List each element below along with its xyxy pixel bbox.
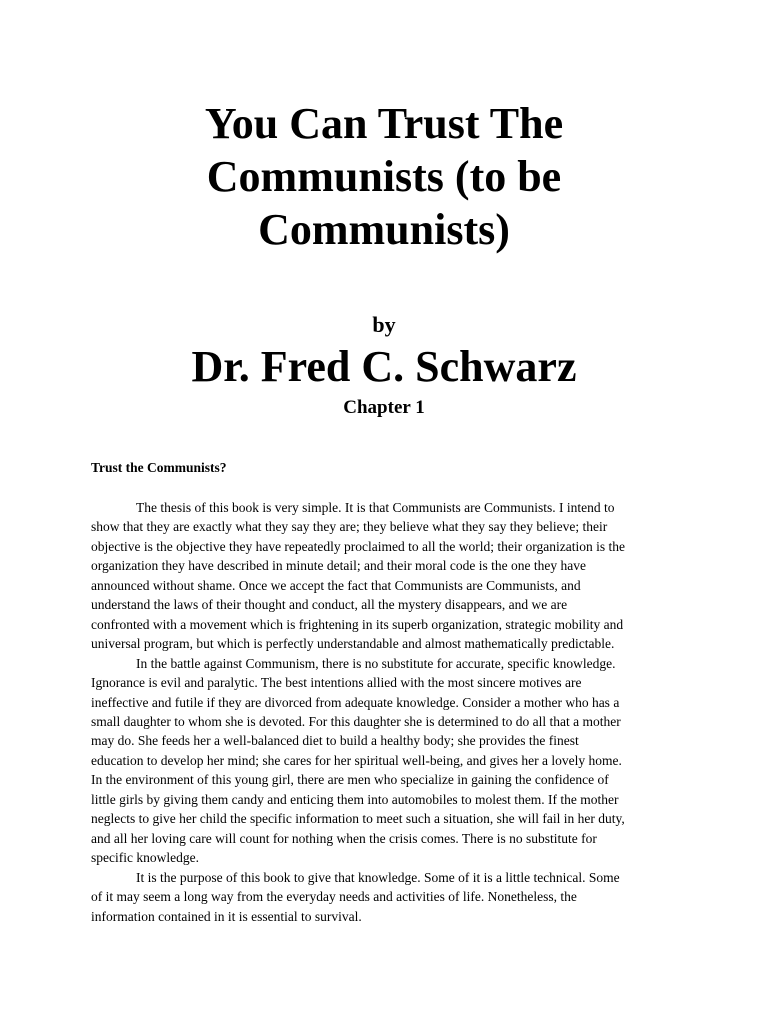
body-line: understand the laws of their thought and conduct, all the mystery disappears, and we are (91, 597, 568, 613)
body-line: information contained in it is essential to survival. (91, 908, 362, 924)
body-line: may do. She feeds her a well-balanced diet to build a healthy body; she provides the finest (91, 733, 579, 749)
body-line: announced without shame. Once we accept the fact that Communists are Communists, and (91, 577, 581, 593)
body-line: small daughter to whom she is devoted. For this daughter she is determined to do all that a mother (91, 713, 621, 729)
paragraph-first-line: The thesis of this book is very simple. It is that Communists are Communists. I intend to (136, 500, 615, 515)
body-line: In the environment of this young girl, there are men who specialize in gaining the confidence of (91, 772, 609, 788)
body-line: Ignorance is evil and paralytic. The best intentions allied with the most sincere motives are (91, 675, 582, 691)
body-line: specific knowledge. (91, 850, 199, 866)
section-heading: Trust the Communists? (91, 460, 227, 475)
body-line: neglects to give her child the specific information to meet such a situation, she will fail in her duty, (91, 811, 625, 827)
body-line: organization they have described in minute detail; and their moral code is the one they have (91, 558, 586, 574)
title-line: Communists) (258, 205, 510, 254)
body-line: education to develop her mind; she cares for her spiritual well-being, and gives her a lovely home. (91, 752, 622, 768)
author-name: Dr. Fred C. Schwarz (191, 342, 577, 391)
book-title (0, 97, 768, 256)
body-line: little girls by giving them candy and enticing them into automobiles to molest them. If the mother (91, 791, 619, 807)
body-line: universal program, but which is perfectly understandable and almost mathematically predictable. (91, 636, 615, 652)
body-line: ineffective and futile if they are divorced from adequate knowledge. Consider a mother who has a (91, 694, 620, 710)
paragraph-first-line: It is the purpose of this book to give that knowledge. Some of it is a little technical. Some (136, 869, 620, 885)
body-text (91, 498, 677, 926)
body-line: confronted with a movement which is frightening in its superb organization, strategic mobility and (91, 616, 624, 632)
body-line: of it may seem a long way from the everyday needs and activities of life. Nonetheless, the (91, 889, 577, 905)
byline: by (372, 312, 396, 337)
body-line: show that they are exactly what they say they are; they believe what they say they believe; their (91, 519, 608, 535)
title-line: Communists (to be (206, 152, 562, 201)
paragraph-first-line: In the battle against Communism, there is no substitute for accurate, specific knowledge. (136, 655, 616, 671)
chapter-label: Chapter 1 (343, 397, 425, 418)
body-line: and all her loving care will count for nothing when the crisis comes. There is no substitute for (91, 830, 597, 846)
body-line: objective is the objective they have repeatedly proclaimed to all the world; their organization is the (91, 538, 625, 554)
title-line: You Can Trust The (204, 99, 564, 148)
